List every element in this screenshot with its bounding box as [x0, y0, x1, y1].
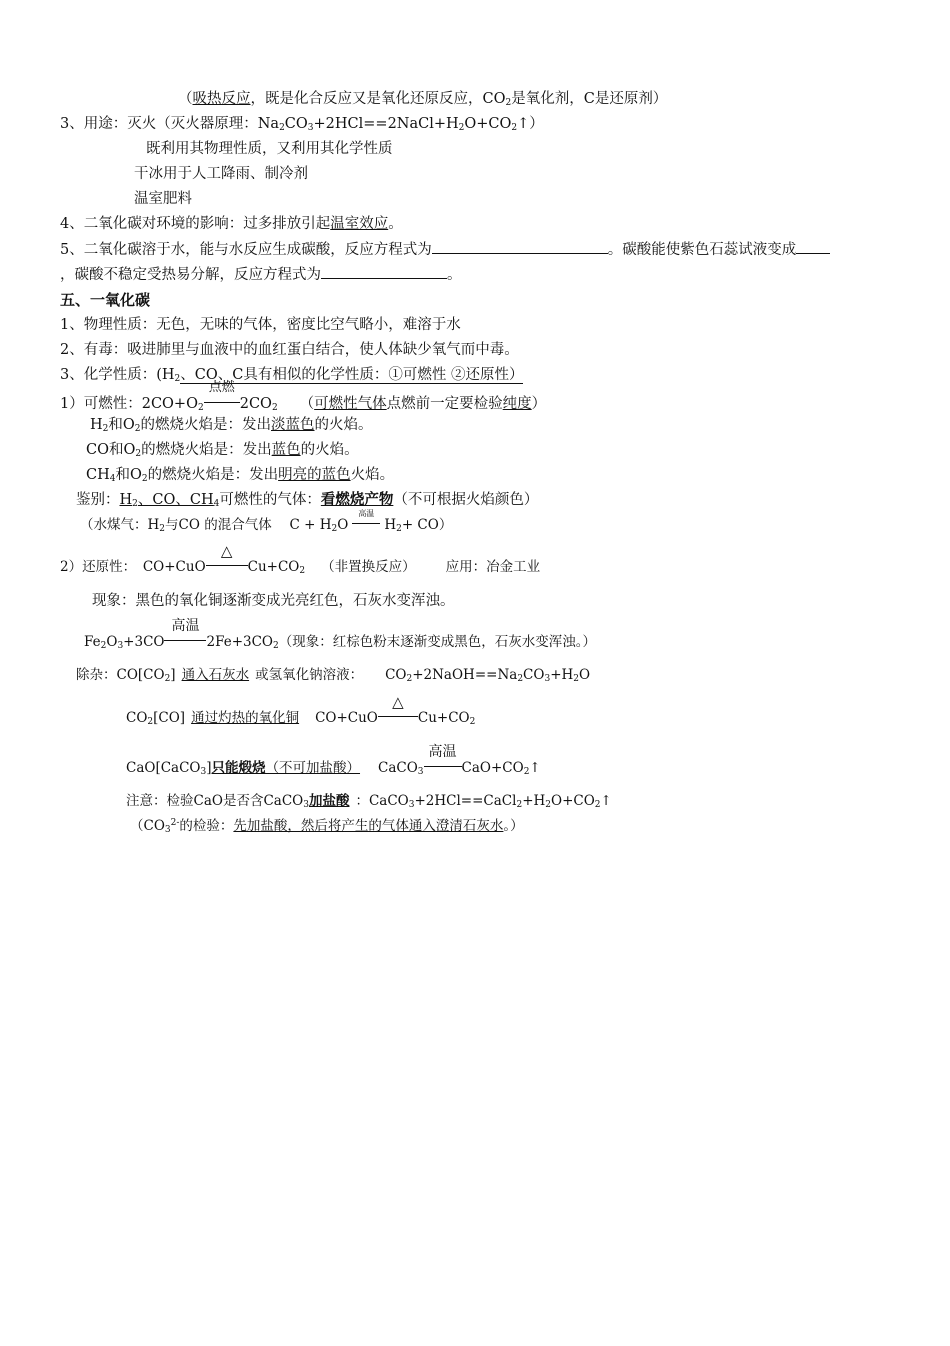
text: 的检验：	[179, 818, 234, 834]
subscript: 2	[517, 674, 524, 684]
text: 和O	[108, 417, 135, 433]
text: （不可加盐酸）	[265, 760, 361, 776]
text: （现象：红棕色粉末逐渐变成黑色，石灰水变浑浊。）	[278, 634, 596, 650]
fill-blank	[796, 239, 830, 254]
subscript: 2	[135, 449, 142, 459]
text-line-decomposition	[60, 264, 462, 285]
subscript: 2	[279, 123, 285, 133]
subscript: 2	[406, 674, 413, 684]
condition-label: 高温	[358, 509, 375, 518]
subscript: 4	[109, 474, 116, 484]
underlined-term: 通入石灰水	[181, 667, 250, 683]
text-line-combustibility	[60, 380, 547, 414]
superscript: 2-	[170, 818, 180, 828]
subscript: 3	[303, 800, 309, 810]
text: O+CO	[551, 793, 595, 809]
text: CH	[86, 467, 110, 483]
underlined-term: 淡蓝色	[271, 417, 315, 433]
subscript: 2	[100, 641, 107, 651]
underlined-bold-term: 加盐酸	[308, 793, 350, 809]
text: 的燃烧火焰是：发出	[141, 442, 272, 458]
text-line-note	[126, 791, 612, 811]
subscript: 2	[197, 403, 204, 413]
text-line-water-gas	[80, 509, 453, 535]
text: （CO	[130, 818, 165, 834]
text-line-purify-co	[76, 665, 590, 685]
text: ↑	[529, 760, 541, 776]
subscript: 2	[164, 674, 171, 684]
text-line-reaction-type	[178, 89, 667, 109]
text: ，既是化合反应又是氧化还原反应，CO	[250, 91, 506, 107]
text: + CO）	[401, 517, 453, 533]
text: O	[337, 517, 349, 533]
subscript: 2	[458, 123, 465, 133]
text-line-environment	[60, 214, 403, 234]
text: H	[384, 517, 397, 533]
text: CO和O	[86, 442, 136, 458]
text-line-chemical	[60, 365, 523, 385]
subscript: 2	[174, 374, 181, 384]
text: Fe	[84, 634, 101, 650]
condition-label: 高温	[171, 618, 200, 634]
subscript: 2	[102, 424, 109, 434]
equals-bar	[378, 716, 418, 717]
text: H	[90, 417, 103, 433]
text: 可燃性的气体：	[219, 492, 321, 508]
subscript: 3	[200, 767, 207, 777]
condition-label: △	[392, 693, 404, 711]
text-line-properties-use: 既利用其物理性质，又利用其化学性质	[146, 141, 393, 157]
underlined-bold-term: 看燃烧产物	[320, 492, 394, 508]
subscript: 2	[271, 403, 278, 413]
text: （不可根据火焰颜色）	[393, 492, 539, 508]
text: 4、二氧化碳对环境的影响：过多排放引起	[60, 216, 331, 232]
underlined-term: 蓝色	[271, 442, 301, 458]
underlined-term	[120, 492, 220, 508]
text: 、CO、C具有相似的化学性质：①可燃性 ②还原性）	[180, 367, 524, 383]
text: （水煤气：H	[80, 517, 160, 533]
text: 3、用途：灭火（灭火器原理：Na	[60, 116, 280, 132]
text: ，碳酸不稳定受热易分解，反应方程式为	[60, 267, 321, 283]
text: 。	[388, 216, 403, 232]
equals-bar	[352, 523, 380, 524]
text: +H	[522, 793, 546, 809]
text: CaCO	[378, 760, 418, 776]
text: ）	[531, 396, 547, 412]
text: 1）可燃性：2CO+O	[60, 396, 198, 412]
text-line-iron-oxide	[84, 618, 596, 652]
equals-bar	[164, 640, 206, 641]
text: 火焰。	[350, 467, 395, 483]
text: 的火焰。	[314, 417, 373, 433]
text: 除杂：CO[CO	[76, 667, 165, 683]
subscript: 2	[523, 767, 530, 777]
equals-bar	[424, 766, 462, 767]
subscript: 2	[396, 524, 402, 534]
underlined-term: 可燃性气体	[314, 396, 387, 412]
text: O	[579, 667, 591, 683]
text: 的燃烧火焰是：发出	[140, 417, 272, 433]
text-line-co-flame	[86, 440, 359, 460]
text: 5、二氧化碳溶于水，能与水反应生成碳酸，反应方程式为	[60, 242, 432, 258]
text: ]	[206, 760, 212, 776]
text: （	[299, 396, 315, 412]
condition-label: 点燃	[208, 380, 235, 395]
text: CaO+CO	[461, 760, 524, 776]
text: Cu+CO	[417, 710, 470, 726]
text: 。	[447, 267, 462, 283]
text: H	[119, 492, 133, 508]
text-line-dry-ice: 干冰用于人工降雨、制冷剂	[134, 166, 308, 182]
text-line-phenomenon: 现象：黑色的氧化铜逐渐变成光亮红色，石灰水变浑浊。	[92, 593, 455, 609]
text-line-physical: 1、物理性质：无色，无味的气体，密度比空气略小，难溶于水	[60, 317, 461, 333]
text: 与CO 的混合气体 C + H	[165, 517, 332, 533]
text: Cu+CO	[247, 559, 300, 575]
text: 。碳酸能使紫色石蕊试液变成	[607, 242, 797, 258]
text: 3、化学性质：(H	[60, 367, 175, 383]
text: CO	[284, 116, 308, 132]
text: 点燃前一定要检验	[386, 396, 503, 412]
subscript: 2	[159, 524, 166, 534]
text: 应用：冶金工业	[445, 559, 541, 575]
subscript: 3	[544, 674, 551, 684]
text: 2Fe+3CO	[206, 634, 273, 650]
text: +2NaOH==Na	[412, 667, 518, 683]
text: 鉴别：	[76, 492, 120, 508]
subscript: 3	[117, 641, 124, 651]
text: CO	[523, 667, 545, 683]
text: ↑	[600, 793, 612, 809]
underlined-term: 纯度	[502, 396, 532, 412]
subscript: 2	[132, 499, 138, 509]
text: 2）还原性： CO+CuO	[60, 559, 206, 575]
subscript: 2	[505, 98, 512, 108]
text: 或氢氧化钠溶液：	[255, 667, 364, 683]
underlined-term: 温室效应	[330, 216, 389, 232]
subscript: 3	[408, 800, 415, 810]
text: 的火焰。	[300, 442, 359, 458]
text: ]	[170, 667, 176, 683]
text: O+CO	[464, 116, 512, 132]
subscript: 2	[134, 424, 141, 434]
underlined-term	[212, 760, 361, 776]
text-line-toxic: 2、有毒：吸进肺里与血液中的血红蛋白结合，使人体缺少氧气而中毒。	[60, 342, 519, 358]
subscript: 2	[594, 800, 601, 810]
text: +2HCl==CaCl	[414, 793, 517, 809]
text: 注意：检验CaO是否含CaCO	[126, 793, 304, 809]
subscript: 4	[213, 499, 220, 509]
subscript: 2	[331, 524, 338, 534]
underlined-term: 明亮的蓝色	[278, 467, 351, 483]
text-line-purify-co2	[126, 693, 476, 728]
text: +3CO	[123, 634, 165, 650]
fill-blank	[321, 264, 447, 279]
text-line-fertilizer: 温室肥料	[134, 191, 192, 207]
text: 。）	[503, 818, 524, 834]
text: CO+CuO	[315, 710, 378, 726]
text-line-uses	[60, 114, 544, 134]
subscript: 2	[511, 123, 518, 133]
equals-bar	[204, 402, 240, 403]
subscript: 2	[573, 674, 580, 684]
text: CO	[385, 667, 407, 683]
subscript: 2	[141, 474, 148, 484]
text-line-identify	[76, 490, 538, 510]
condition-label: 高温	[428, 744, 457, 760]
underlined-term: 先加盐酸，然后将产生的气体通入澄清石灰水	[233, 818, 504, 834]
text: 是氧化剂，C是还原剂）	[511, 91, 668, 107]
underlined-term: 通过灼热的氧化铜	[191, 710, 300, 726]
text-line-purify-cao	[126, 744, 541, 778]
text-line-h2-flame	[90, 415, 373, 435]
text: CaO[CaCO	[126, 760, 201, 776]
text: [CO]	[153, 710, 186, 726]
equals-bar	[206, 565, 248, 566]
underlined-term: 吸热反应	[192, 91, 251, 107]
text-line-ch4-flame	[86, 465, 394, 485]
text: 、CO、CH	[137, 492, 214, 508]
text: CO	[126, 710, 148, 726]
subscript: 2	[273, 641, 279, 651]
text: +H	[550, 667, 574, 683]
text-line-carbonic-acid	[60, 239, 830, 260]
text: 的燃烧火焰是：发出	[147, 467, 279, 483]
fill-blank	[432, 239, 608, 254]
bold-term: 只能煅烧	[211, 760, 266, 776]
text: +2HCl==2NaCl+H	[313, 116, 459, 132]
subscript: 2	[516, 800, 523, 810]
text-line-carbonate-test	[130, 816, 524, 836]
text: （非置换反应）	[321, 559, 416, 575]
text: ↑）	[517, 116, 544, 132]
subscript: 2	[299, 566, 306, 576]
subscript: 3	[164, 825, 171, 835]
text: （	[178, 91, 193, 107]
text: O	[106, 634, 118, 650]
section-heading: 五、一氧化碳	[60, 291, 151, 309]
text-line-reducibility	[60, 542, 541, 577]
subscript: 3	[307, 123, 314, 133]
text: 和O	[115, 467, 142, 483]
condition-label: △	[220, 542, 233, 560]
text: ：CaCO	[355, 793, 409, 809]
text: 2CO	[239, 396, 272, 412]
subscript: 3	[417, 767, 424, 777]
subscript: 2	[469, 717, 476, 727]
subscript: 2	[545, 800, 552, 810]
subscript: 2	[147, 717, 154, 727]
